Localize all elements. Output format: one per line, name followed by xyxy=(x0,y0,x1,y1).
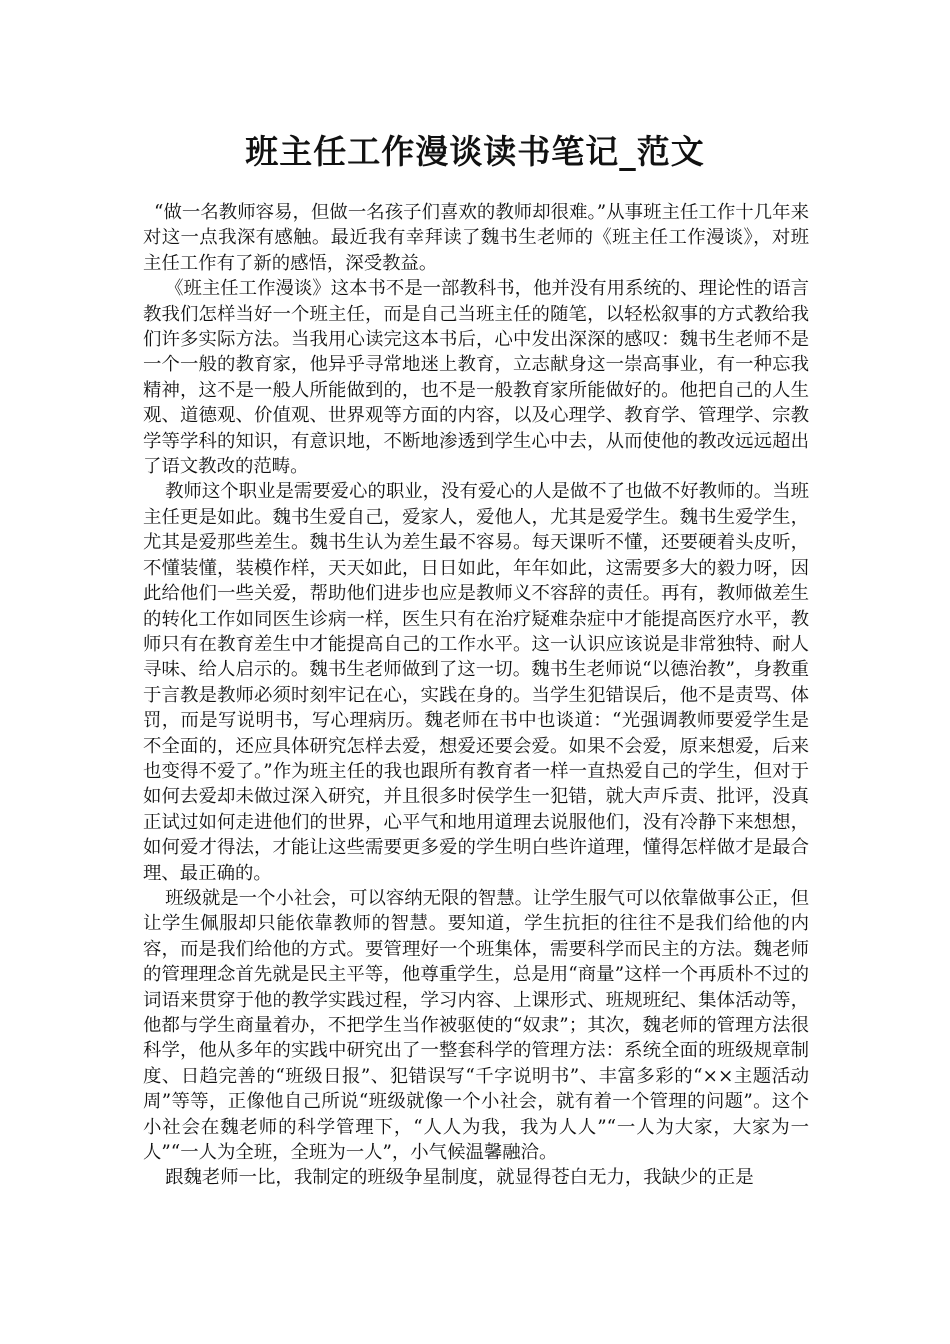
paragraph-1: “做一名教师容易，但做一名孩子们喜欢的教师却很难。”从事班主任工作十几年来对这一点我深有感触。最近我有幸拜读了魏书生老师的《班主任工作漫谈》，对班主任工作有了新的感悟，深受教益。 xyxy=(143,202,809,274)
document-title: 班主任工作漫谈读书笔记_范文 xyxy=(245,132,705,171)
paragraph-3: 教师这个职业是需要爱心的职业，没有爱心的人是做不了也做不好教师的。当班主任更是如此。魏书生爱自己，爱家人，爱他人，尤其是爱学生。魏书生爱学生，尤其是爱那些差生。魏书生认为差生最不容易。每天课听不懂，还要硬着头皮听，不懂装懂，装模作样，天天如此，日日如此，年年如此，这需要多大的毅力呀，因此给他们一些关爱，帮助他们进步也应是教师义不容辞的责任。再有，教师做差生的转化工作如同医生诊病一样，医生只有在治疗疑难杂症中才能提高医疗水平，教师只有在教育差生中才能提高自己的工作水平。这一认识应该说是非常独特、耐人寻味、给人启示的。魏书生老师做到了这一切。魏书生老师说“以德治教”，身教重于言教是教师必须时刻牢记在心，实践在身的。当学生犯错误后，他不是责骂、体罚，而是写说明书，写心理病历。魏老师在书中也谈道：“光强调教师要爱学生是不全面的，还应具体研究怎样去爱，想爱还要会爱。如果不会爱，原来想爱，后来也变得不爱了。”作为班主任的我也跟所有教育者一样一直热爱自己的学生，但对于如何去爱却未做过深入研究，并且很多时侯学生一犯错，就大声斥责、批评，没真正试过如何走进他们的世界，心平气和地用道理去说服他们，没有冷静下来想想，如何爱才得法，才能让这些需要更多爱的学生明白些许道理，懂得怎样做才是最合理、最正确的。 xyxy=(143,481,809,884)
paragraph-4: 班级就是一个小社会，可以容纳无限的智慧。让学生服气可以依靠做事公正，但让学生佩服却只能依靠教师的智慧。要知道，学生抗拒的往往不是我们给他的内容，而是我们给他的方式。要管理好一个班集体，需要科学而民主的方法。魏老师的管理理念首先就是民主平等，他尊重学生，总是用“商量”这样一个再质朴不过的词语来贯穿于他的教学实践过程，学习内容、上课形式、班规班纪、集体活动等，他都与学生商量着办，不把学生当作被驱使的“奴隶”；其次，魏老师的管理方法很科学，他从多年的实践中研究出了一整套科学的管理方法：系统全面的班级规章制度、日趋完善的“班级日报”、犯错误写“千字说明书”、丰富多彩的“××主题活动周”等等，正像他自己所说“班级就像一个小社会，就有着一个管理的问题”。这个小社会在魏老师的科学管理下，“人人为我，我为人人”“一人为大家，大家为一人”“一人为全班，全班为一人”，小气候温馨融洽。 xyxy=(143,887,809,1164)
paragraph-5: 跟魏老师一比，我制定的班级争星制度，就显得苍白无力，我缺少的正是 xyxy=(165,1167,754,1189)
paragraph-2: 《班主任工作漫谈》这本书不是一部教科书，他并没有用系统的、理论性的语言教我们怎样当好一个班主任，而是自己当班主任的随笔，以轻松叙事的方式教给我们许多实际方法。当我用心读完这本书后，心中发出深深的感叹：魏书生老师不是一个一般的教育家，他异乎寻常地迷上教育，立志献身这一崇高事业，有一种忘我精神，这不是一般人所能做到的，也不是一般教育家所能做好的。他把自己的人生观、道德观、价值观、世界观等方面的内容，以及心理学、教育学、管理学、宗教学等学科的知识，有意识地，不断地渗透到学生心中去，从而使他的教改远远超出了语文教改的范畴。 xyxy=(143,278,809,478)
document-body xyxy=(143,200,809,1191)
